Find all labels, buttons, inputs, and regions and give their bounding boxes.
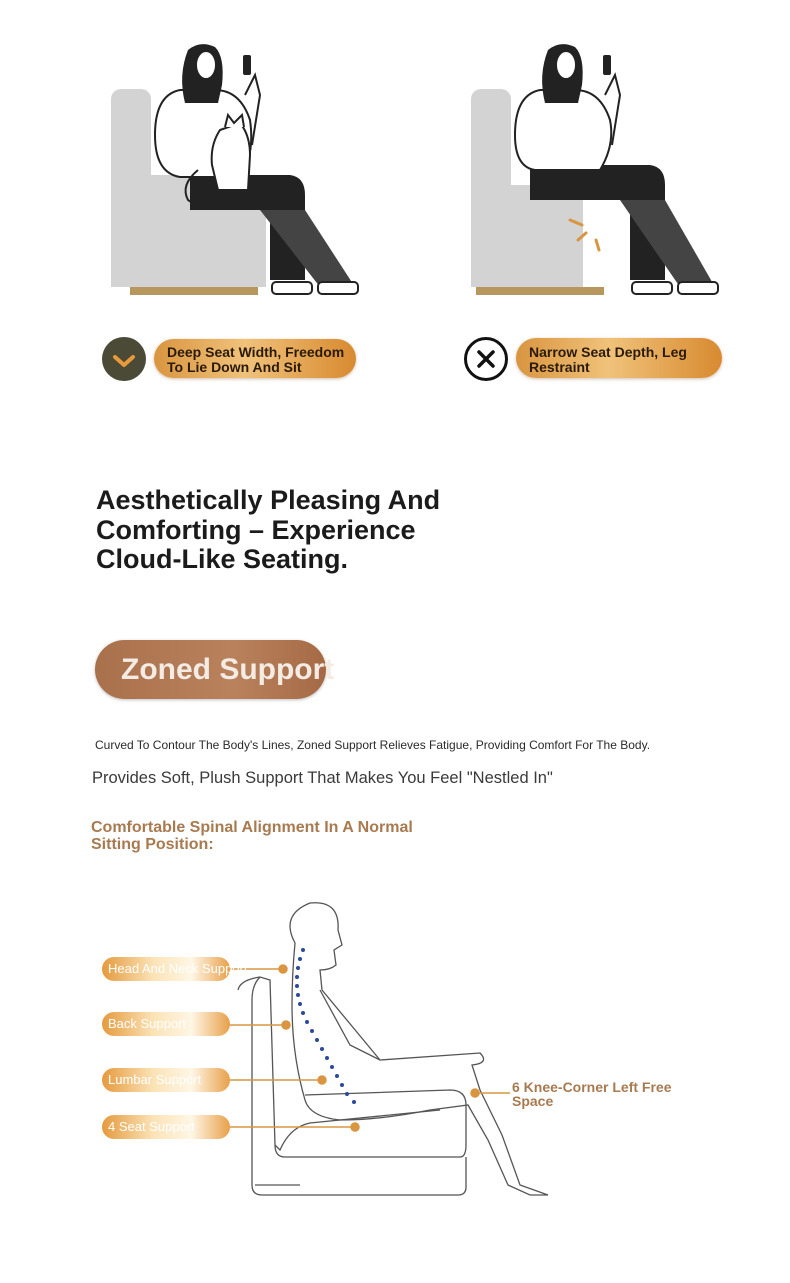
spinal-heading: Comfortable Spinal Alignment In A Normal Sitting Position: (91, 819, 413, 853)
head-neck-support-label: Head And Neck Support (102, 957, 230, 981)
zoned-description: Curved To Contour The Body's Lines, Zoned Support Relieves Fatigue, Providing Comfort For The Body. (95, 738, 651, 752)
check-icon (102, 337, 146, 381)
deep-seat-illustration (100, 35, 370, 305)
page-headline: Aesthetically Pleasing And Comforting – Experience Cloud-Like Seating. (96, 485, 441, 574)
seat-support-label: 4 Seat Support (102, 1115, 230, 1139)
lumbar-support-label: Lumbar Support (102, 1068, 230, 1092)
narrow-seat-illustration (460, 35, 730, 305)
plush-subheading: Provides Soft, Plush Support That Makes You Feel "Nestled In" (92, 769, 553, 787)
back-support-label: Back Support (102, 1012, 230, 1036)
close-icon (464, 337, 508, 381)
narrow-seat-label: Narrow Seat Depth, Leg Restraint (516, 338, 722, 378)
knee-space-label: 6 Knee-Corner Left Free Space (512, 1079, 672, 1109)
deep-seat-label: Deep Seat Width, Freedom To Lie Down And Sit (154, 339, 356, 378)
zoned-support-badge: Zoned Support (95, 640, 326, 699)
